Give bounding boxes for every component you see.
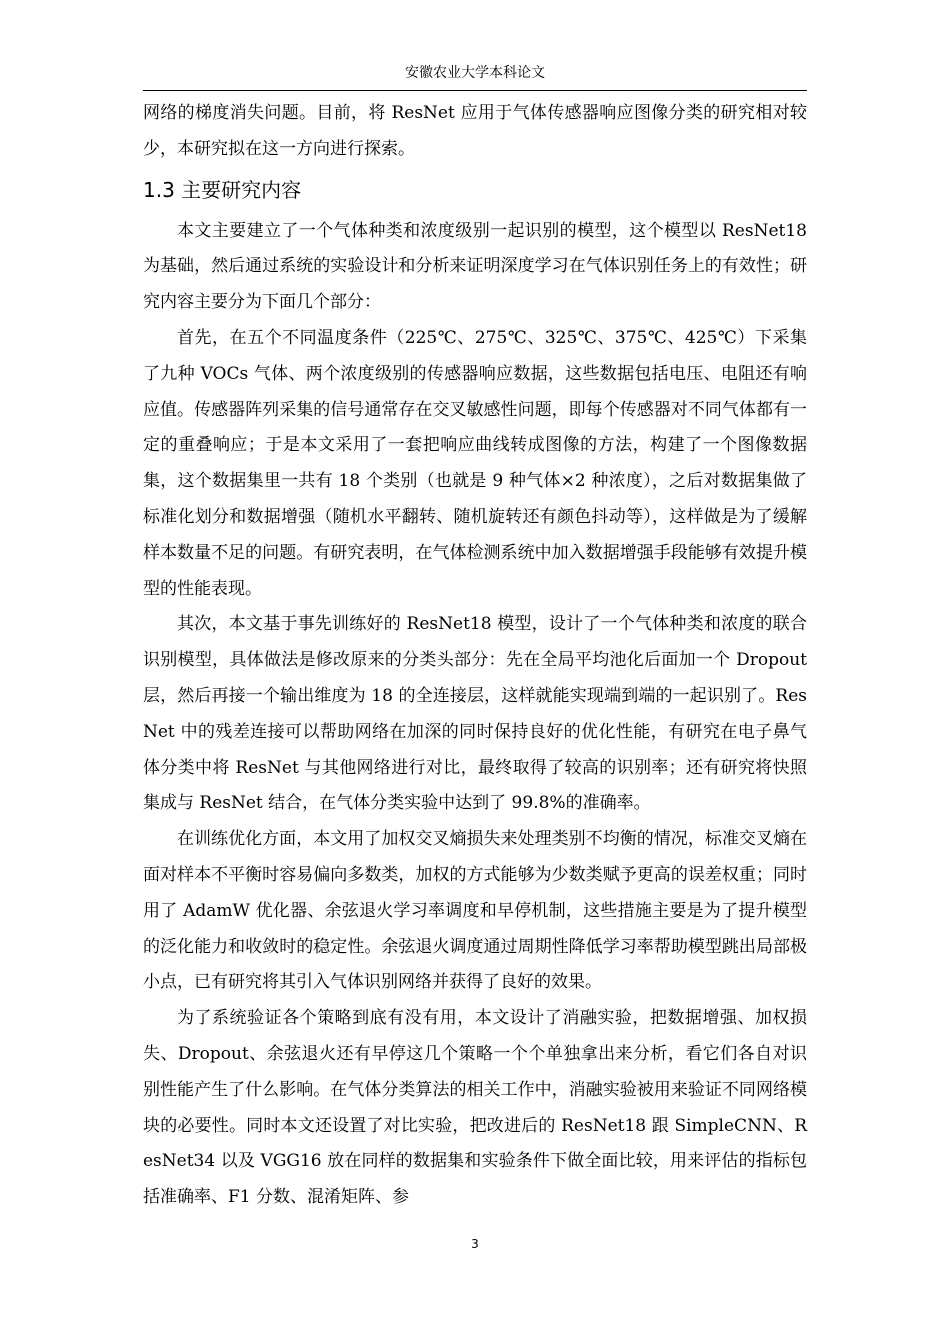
header-rule <box>143 90 807 91</box>
paragraph-model: 其次，本文基于事先训练好的 ResNet18 模型，设计了一个气体种类和浓度的联合识别模型，具体做法是修改原来的分类头部分：先在全局平均池化后面加一个 Dropout 层，然后再接一个输出维度为 18 的全连接层，这样就能实现端到端的一起识别了。ResNet 中的残差连接可以帮助网络在加深的同时保持良好的优化性能，有研究在电子鼻气体分类中将 ResNet 与其他网络进行对比，最终取得了较高的识别率；还有研究将快照集成与 ResNet 结合，在气体分类实验中达到了 99.8%的准确率。 <box>143 614 807 814</box>
paragraph-dataset: 首先，在五个不同温度条件（225℃、275℃、325℃、375℃、425℃）下采集了九种 VOCs 气体、两个浓度级别的传感器响应数据，这些数据包括电压、电阻还有响应值。传感器阵列采集的信号通常存在交叉敏感性问题，即每个传感器对不同气体都有一定的重叠响应；于是本文采用了一套把响应曲线转成图像的方法，构建了一个图像数据集，这个数据集里一共有 18 个类别（也就是 9 种气体×2 种浓度），之后对数据集做了标准化划分和数据增强（随机水平翻转、随机旋转还有颜色抖动等），这样做是为了缓解样本数量不足的问题。有研究表明，在气体检测系统中加入数据增强手段能够有效提升模型的性能表现。 <box>143 327 807 599</box>
paragraph-overview: 本文主要建立了一个气体种类和浓度级别一起识别的模型，这个模型以 ResNet18 为基础，然后通过系统的实验设计和分析来证明深度学习在气体识别任务上的有效性；研究内容主要分为下面几个部分： <box>143 220 807 313</box>
section-heading: 1.3 主要研究内容 <box>143 177 302 202</box>
paragraph-training: 在训练优化方面，本文用了加权交叉熵损失来处理类别不均衡的情况，标准交叉熵在面对样本不平衡时容易偏向多数类，加权的方式能够为少数类赋予更高的误差权重；同时用了 AdamW 优化器、余弦退火学习率调度和早停机制，这些措施主要是为了提升模型的泛化能力和收敛时的稳定性。余弦退火调度通过周期性降低学习率帮助模型跳出局部极小点，已有研究将其引入气体识别网络并获得了良好的效果。 <box>143 829 807 993</box>
page-number: 3 <box>471 1237 479 1251</box>
page-body <box>143 96 807 1216</box>
paragraph-continued: 网络的梯度消失问题。目前，将 ResNet 应用于气体传感器响应图像分类的研究相对较少，本研究拟在这一方向进行探索。 <box>143 103 807 159</box>
running-header: 安徽农业大学本科论文 <box>405 65 545 81</box>
paragraph-experiments: 为了系统验证各个策略到底有没有用，本文设计了消融实验，把数据增强、加权损失、Dropout、余弦退火还有早停这几个策略一个个单独拿出来分析，看它们各自对识别性能产生了什么影响。在气体分类算法的相关工作中，消融实验被用来验证不同网络模块的必要性。同时本文还设置了对比实验，把改进后的 ResNet18 跟 SimpleCNN、ResNet34 以及 VGG16 放在同样的数据集和实验条件下做全面比较，用来评估的指标包括准确率、F1 分数、混淆矩阵、参 <box>143 1008 807 1208</box>
